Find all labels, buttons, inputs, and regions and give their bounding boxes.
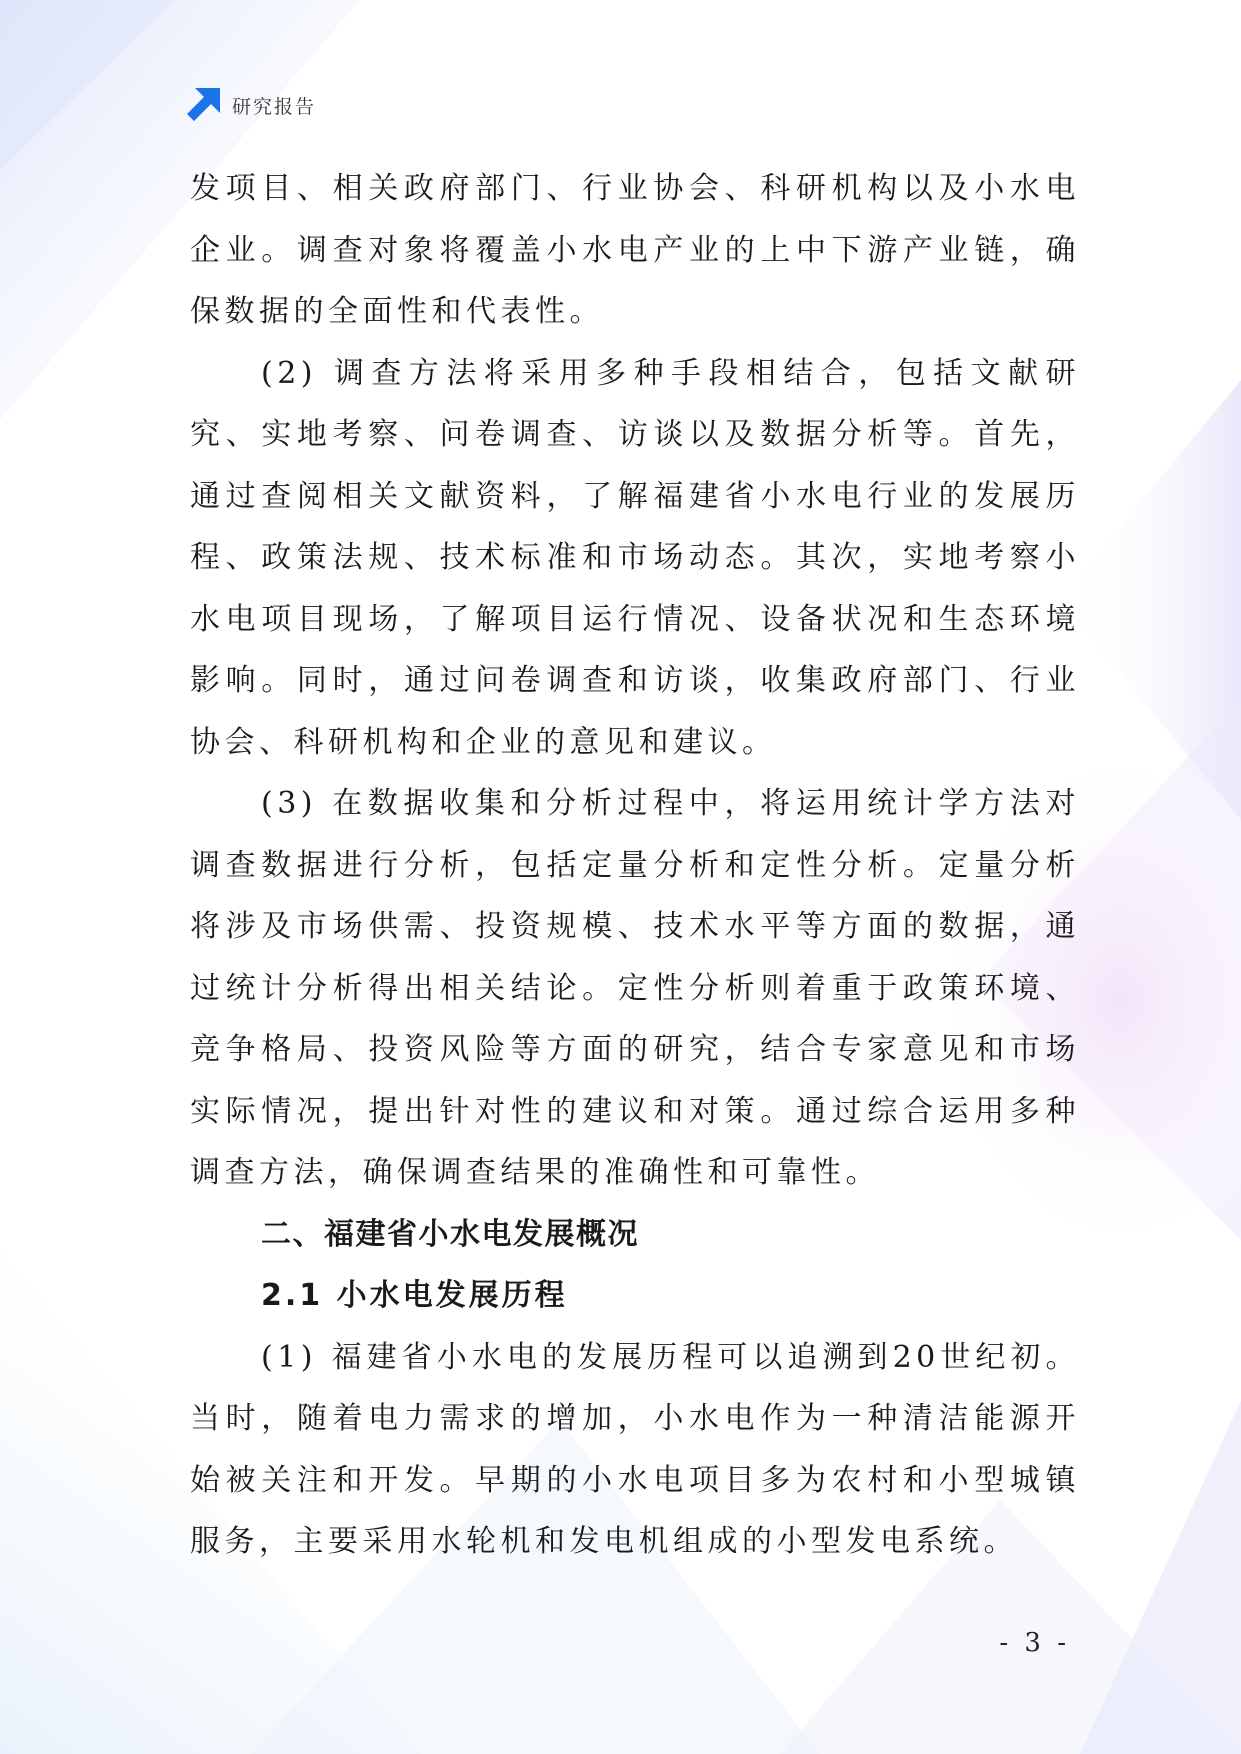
body-paragraph: (3) 在数据收集和分析过程中，将运用统计学方法对调查数据进行分析，包括定量分析和定性分析。定量分析将涉及市场供需、投资规模、技术水平等方面的数据，通过统计分析得出相关结论。定性分析则着重于政策环境、竞争格局、投资风险等方面的研究，结合专家意见和市场实际情况，提出针对性的建议和对策。通过综合运用多种调查方法，确保调查结果的准确性和可靠性。 <box>190 786 1080 1190</box>
section-heading: 二、福建省小水电发展概况 <box>261 1216 639 1252</box>
document-body <box>190 158 1080 1573</box>
body-paragraph: (2) 调查方法将采用多种手段相结合，包括文献研究、实地考察、问卷调查、访谈以及数据分析等。首先，通过查阅相关文献资料，了解福建省小水电行业的发展历程、政策法规、技术标准和市场动态。其次，实地考察小水电项目现场，了解项目运行情况、设备状况和生态环境影响。同时，通过问卷调查和访谈，收集政府部门、行业协会、科研机构和企业的意见和建议。 <box>190 355 1080 760</box>
subsection-heading: 2.1 小水电发展历程 <box>261 1278 568 1313</box>
page-number: - 3 - <box>999 1628 1070 1658</box>
body-paragraph: 发项目、相关政府部门、行业协会、科研机构以及小水电企业。调查对象将覆盖小水电产业的上中下游产业链，确保数据的全面性和代表性。 <box>190 171 1080 329</box>
header-title: 研究报告 <box>232 95 317 118</box>
body-paragraph: (1) 福建省小水电的发展历程可以追溯到20世纪初。当时，随着电力需求的增加，小水电作为一种清洁能源开始被关注和开发。早期的小水电项目多为农村和小型城镇服务，主要采用水轮机和发电机组成的小型发电系统。 <box>190 1339 1080 1559</box>
arrow-up-right-icon <box>186 88 220 122</box>
report-header <box>186 88 316 122</box>
